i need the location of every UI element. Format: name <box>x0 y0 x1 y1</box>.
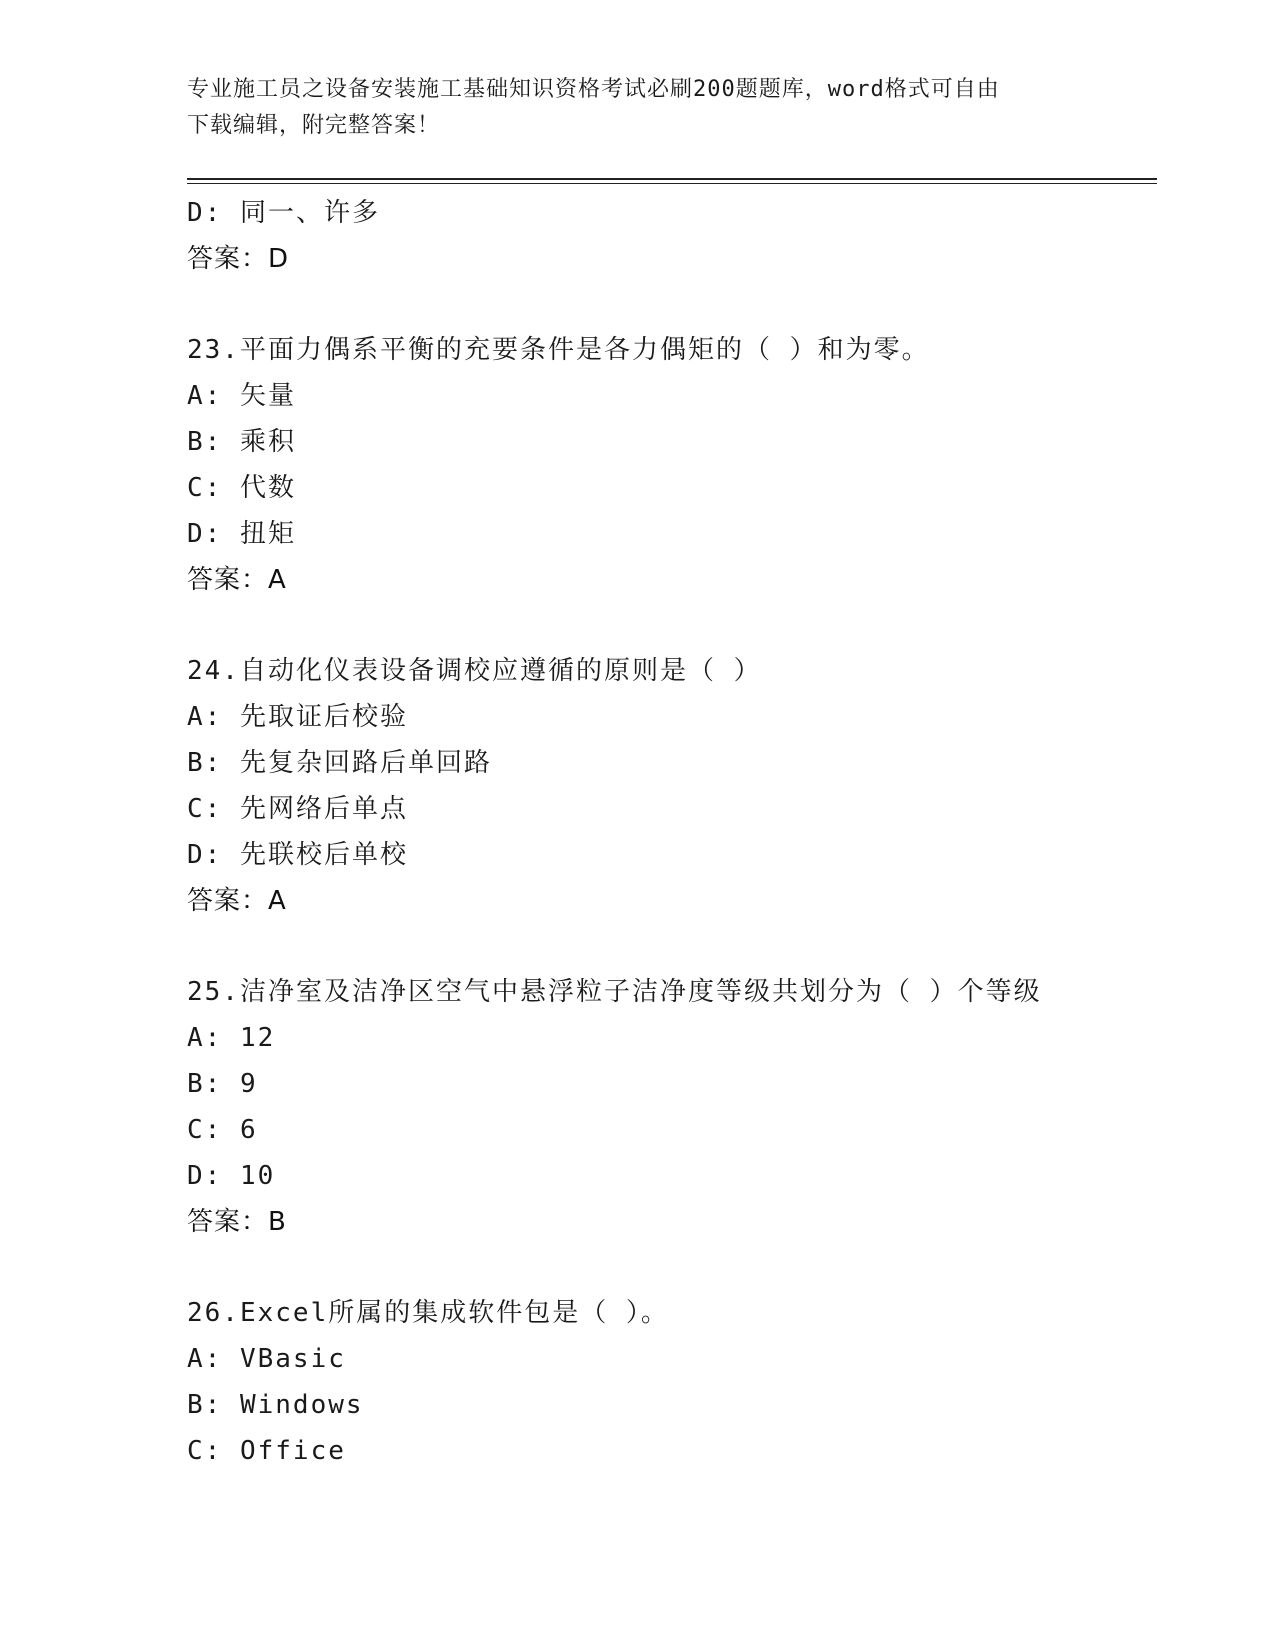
option-d: D: 10 <box>187 1161 276 1191</box>
option-a: A: 先取证后校验 <box>187 702 408 732</box>
answer-line: 答案：B <box>187 1207 287 1237</box>
header-line-2: 下载编辑，附完整答案！ <box>187 113 441 138</box>
option-b: B: Windows <box>187 1390 364 1420</box>
spacer <box>187 282 1147 327</box>
header-line-1: 专业施工员之设备安装施工基础知识资格考试必刷200题题库，word格式可自由 <box>187 77 1000 102</box>
option-c: C: 代数 <box>187 473 296 503</box>
question-block-23 <box>187 327 1147 603</box>
option-d: D: 先联校后单校 <box>187 840 408 870</box>
document-header <box>187 72 1087 144</box>
question-block-25 <box>187 969 1147 1245</box>
option-a: A: VBasic <box>187 1344 346 1374</box>
option-b: B: 9 <box>187 1069 258 1099</box>
option-c: C: 先网络后单点 <box>187 794 408 824</box>
carryover-option-d: D: 同一、许多 <box>187 198 380 228</box>
question-stem: 24.自动化仪表设备调校应遵循的原则是（ ） <box>187 656 762 686</box>
question-list <box>187 190 1147 1474</box>
option-b: B: 乘积 <box>187 427 296 457</box>
option-b: B: 先复杂回路后单回路 <box>187 748 492 778</box>
option-a: A: 矢量 <box>187 381 296 411</box>
header-divider-thick <box>187 178 1157 180</box>
question-stem: 25.洁净室及洁净区空气中悬浮粒子洁净度等级共划分为（ ）个等级 <box>187 977 1042 1007</box>
spacer <box>187 1245 1147 1290</box>
option-a: A: 12 <box>187 1023 276 1053</box>
option-c: C: Office <box>187 1436 346 1466</box>
header-divider-thin <box>187 183 1157 184</box>
question-stem: 23.平面力偶系平衡的充要条件是各力偶矩的（ ）和为零。 <box>187 335 930 365</box>
question-block-24 <box>187 648 1147 924</box>
spacer <box>187 603 1147 648</box>
spacer <box>187 924 1147 969</box>
carryover-answer: 答案：D <box>187 244 290 274</box>
option-d: D: 扭矩 <box>187 519 296 549</box>
question-block-26 <box>187 1290 1147 1474</box>
answer-line: 答案：A <box>187 565 287 595</box>
question-stem: 26.Excel所属的集成软件包是（ ）。 <box>187 1298 669 1328</box>
answer-line: 答案：A <box>187 886 287 916</box>
option-c: C: 6 <box>187 1115 258 1145</box>
